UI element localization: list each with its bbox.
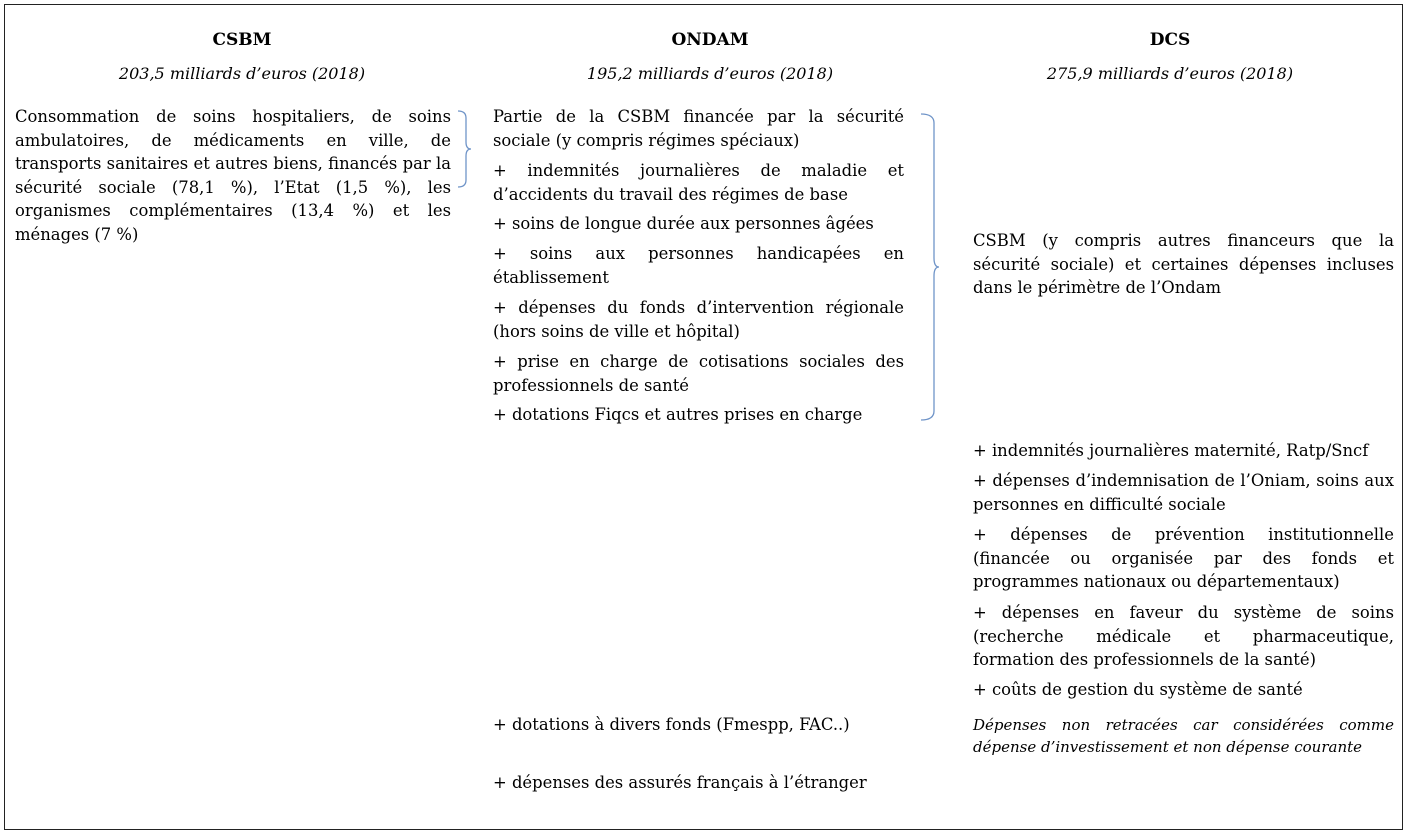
- dcs-item-1: + indemnités journalières maternité, Ratp/Sncf: [973, 441, 1369, 460]
- ondam-to-dcs-brace: [921, 113, 939, 421]
- dcs-title: DCS: [1149, 30, 1191, 50]
- dcs-main: CSBM (y compris autres financeurs que la sécurité sociale) et certaines dépenses incluses dans le périmètre de l’Ondam: [973, 231, 1394, 297]
- dcs-item-4: + dépenses en faveur du système de soins (recherche médicale et pharmaceutique, formation des professionnels de la santé): [973, 603, 1394, 669]
- dcs-item-3: + dépenses de prévention institutionnelle (financée ou organisée par des fonds et programmes nationaux ou départementaux): [973, 525, 1394, 591]
- ondam-item-2: + indemnités journalières de maladie et d’accidents du travail des régimes de base: [493, 161, 904, 204]
- csbm-title: CSBM: [212, 30, 272, 50]
- ondam-item-7: + dotations Fiqcs et autres prises en charge: [493, 405, 863, 424]
- ondam-item-4: + soins aux personnes handicapées en établissement: [493, 244, 904, 287]
- dcs-item-2: + dépenses d’indemnisation de l’Oniam, soins aux personnes en difficulté sociale: [973, 471, 1394, 514]
- csbm-amount: 203,5 milliards d’euros (2018): [118, 64, 366, 83]
- dcs-item-5: + coûts de gestion du système de santé: [973, 680, 1303, 699]
- ondam-title: ONDAM: [671, 30, 749, 50]
- ondam-extra-funds: + dotations à divers fonds (Fmespp, FAC..): [493, 715, 850, 734]
- ondam-amount: 195,2 milliards d’euros (2018): [586, 64, 834, 83]
- ondam-item-3: + soins de longue durée aux personnes âgées: [493, 214, 874, 233]
- csbm-description: Consommation de soins hospitaliers, de soins ambulatoires, de médicaments en ville, de transports sanitaires et autres biens, financés par la sécurité sociale (78,1 %), l’Etat (1,5 %), les organismes complémentaires (13,4 %) et les ménages (7 %): [15, 107, 451, 244]
- csbm-to-ondam-brace: [458, 110, 472, 188]
- dcs-note: Dépenses non retracées car considérées comme dépense d’investissement et non dépense courante: [973, 716, 1394, 756]
- ondam-item-1: Partie de la CSBM financée par la sécurité sociale (y compris régimes spéciaux): [493, 107, 904, 150]
- ondam-extra-abroad: + dépenses des assurés français à l’étranger: [493, 773, 867, 792]
- dcs-amount: 275,9 milliards d’euros (2018): [1046, 64, 1294, 83]
- ondam-item-6: + prise en charge de cotisations sociales des professionnels de santé: [493, 352, 904, 395]
- ondam-item-5: + dépenses du fonds d’intervention régionale (hors soins de ville et hôpital): [493, 298, 904, 341]
